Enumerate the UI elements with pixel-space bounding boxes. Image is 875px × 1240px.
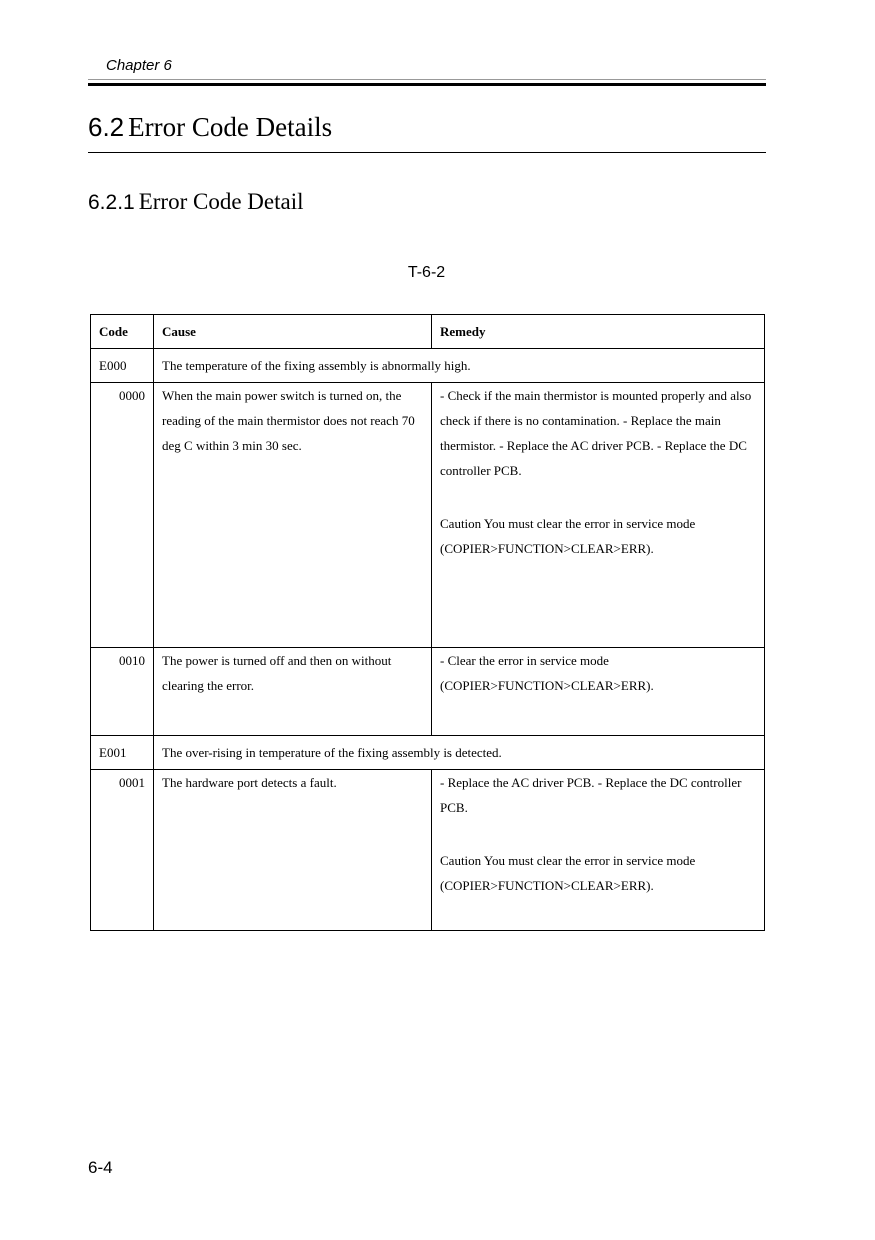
- section-rule: [88, 152, 766, 153]
- header-rule-thin: [88, 79, 766, 80]
- error-description: The over-rising in temperature of the fixing assembly is detected.: [154, 736, 765, 770]
- error-description: The temperature of the fixing assembly is abnormally high.: [154, 349, 765, 383]
- error-group-row-e000: [91, 349, 765, 383]
- detail-code: 0001: [91, 770, 154, 931]
- header-cause: Cause: [154, 315, 432, 349]
- section-heading: [88, 112, 332, 143]
- subsection-title: Error Code Detail: [138, 189, 304, 214]
- header-code: Code: [91, 315, 154, 349]
- detail-code: 0010: [91, 648, 154, 736]
- error-code: E001: [91, 736, 154, 770]
- detail-code: 0000: [91, 383, 154, 648]
- detail-row-0010: [91, 648, 765, 736]
- detail-remedy: - Clear the error in service mode (COPIER>FUNCTION>CLEAR>ERR).: [432, 648, 765, 736]
- header-remedy: Remedy: [432, 315, 765, 349]
- error-code: E000: [91, 349, 154, 383]
- table-label: T-6-2: [407, 264, 446, 281]
- detail-cause: When the main power switch is turned on, the reading of the main thermistor does not reach 70 deg C within 3 min 30 sec.: [154, 383, 432, 648]
- detail-remedy-cell: [432, 770, 765, 931]
- header-rule-thick: [88, 83, 766, 86]
- detail-remedy: - Replace the AC driver PCB. - Replace the DC controller PCB.: [440, 775, 742, 815]
- section-title: Error Code Details: [128, 112, 333, 142]
- page-number: 6-4: [88, 1158, 113, 1177]
- section-number: 6.2: [88, 112, 125, 142]
- subsection-number: 6.2.1: [88, 191, 135, 214]
- detail-caution: Caution You must clear the error in service mode (COPIER>FUNCTION>CLEAR>ERR).: [440, 516, 696, 556]
- detail-remedy-cell: [432, 383, 765, 648]
- detail-caution: Caution You must clear the error in service mode (COPIER>FUNCTION>CLEAR>ERR).: [440, 853, 696, 893]
- error-code-table: [90, 314, 765, 931]
- chapter-header: Chapter 6: [106, 57, 172, 74]
- error-group-row-e001: [91, 736, 765, 770]
- table-header-row: [91, 315, 765, 349]
- detail-cause: The power is turned off and then on without clearing the error.: [154, 648, 432, 736]
- detail-row-0000: [91, 383, 765, 648]
- detail-remedy: - Check if the main thermistor is mounted properly and also check if there is no contamination. - Replace the main thermistor. - Replace the AC driver PCB. - Replace the DC controller PCB.: [440, 388, 752, 478]
- detail-row-0001: [91, 770, 765, 931]
- subsection-heading: [88, 189, 304, 215]
- detail-cause: The hardware port detects a fault.: [154, 770, 432, 931]
